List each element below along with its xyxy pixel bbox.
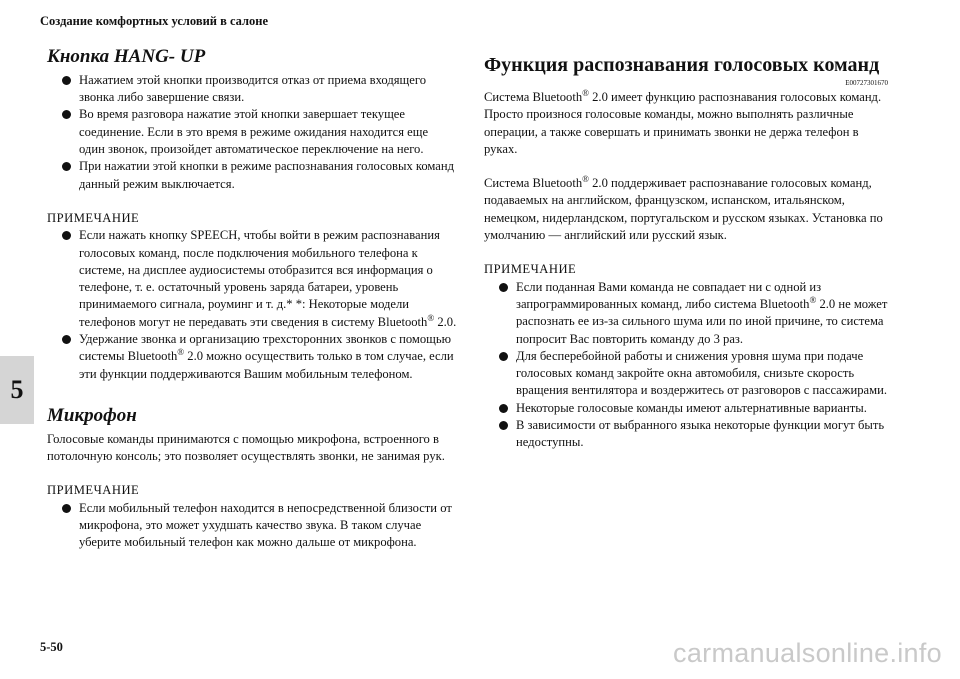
hangup-heading: Кнопка HANG- UP (47, 46, 206, 67)
bullet-icon (62, 335, 71, 344)
right-column (484, 46, 894, 452)
list-item (61, 227, 457, 331)
list-item-text: Если мобильный телефон находится в непосредственной близости от микрофона, это может ухудшать качество звука. В таком случае уберите мобильный телефон как можно дальше от микрофона. (79, 500, 452, 550)
note-list (47, 500, 457, 552)
chapter-number: 5 (10, 375, 24, 404)
list-item (61, 500, 457, 552)
registered-mark: ® (427, 312, 435, 323)
list-item-text: В зависимости от выбранного языка некоторые функции могут быть недоступны. (516, 418, 885, 450)
section-heading: Функция распознавания голосовых команд (484, 54, 880, 76)
list-item (498, 348, 894, 400)
list-item (498, 417, 894, 452)
note-label: ПРИМЕЧАНИЕ (47, 483, 140, 498)
list-item (61, 106, 457, 158)
page-header: Создание комфортных условий в салоне (40, 14, 269, 28)
bullet-icon (62, 110, 71, 119)
registered-mark: ® (582, 174, 589, 184)
list-item-text: Некоторые голосовые команды имеют альтернативные варианты. (516, 400, 867, 415)
left-column (47, 46, 457, 552)
bullet-icon (62, 76, 71, 85)
note-label: ПРИМЕЧАНИЕ (484, 262, 577, 277)
list-item (498, 400, 894, 417)
list-item-text: 2.0 не может распознать ее из-за сильного шума или по иной причине, то система попросит Вас повторить команду до 3 раз. (516, 296, 888, 346)
bullet-icon (499, 352, 508, 361)
list-item-text: Если нажать кнопку SPEECH, чтобы войти в режим распознавания голосовых команд, после подключения мобильного телефона к системе, на дисплее аудиосистемы отобразится вся информация о телефоне, т. е. остаточный уровень заряда батареи, уровень принимаемого сигнала, роуминг и т. д.* *: Некоторые модели телефонов могут не передавать эти сведения в систему Bluetooth (79, 228, 440, 329)
list-item-text: 2.0. (434, 314, 457, 329)
bullet-icon (62, 162, 71, 171)
watermark: carmanualsonline.info (673, 638, 942, 668)
hangup-list (47, 72, 457, 193)
paragraph (484, 175, 894, 244)
note-list (47, 227, 457, 383)
paragraph-text: Система Bluetooth (484, 90, 583, 104)
registered-mark: ® (582, 87, 589, 98)
bullet-icon (499, 421, 508, 430)
list-item-text: Во время разговора нажатие этой кнопки завершает текущее соединение. Если в это время в режиме ожидания находится еще один звонок, произойдет автоматическое переключение на него. (79, 107, 429, 157)
registered-mark: ® (177, 347, 185, 358)
paragraph-text: 2.0 поддерживает распознавание голосовых команд, подаваемых на английском, французском, испанском, итальянском, немецком, нидерландском, португальском и русском языках. Установка по умолчанию — английский или русский язык. (484, 176, 883, 243)
bullet-icon (499, 283, 508, 292)
bullet-icon (62, 504, 71, 513)
list-item-text: 2.0 можно осуществить только в том случае, если эти функции поддерживаются Вашим мобильным телефоном. (79, 349, 454, 381)
microphone-heading: Микрофон (47, 404, 137, 426)
list-item (61, 72, 457, 107)
list-item-text: Удержание звонка и организацию трехсторонних звонков с помощью системы Bluetooth (79, 332, 451, 364)
paragraph-text: Система Bluetooth (484, 176, 583, 191)
note-list (484, 279, 894, 452)
microphone-text: Голосовые команды принимаются с помощью микрофона, встроенного в потолочную консоль; это позволяет осуществлять звонки, не занимая рук. (47, 431, 445, 464)
list-item-text: Если поданная Вами команда не совпадает ни с одной из запрограммированных команд, либо система Bluetooth (516, 279, 822, 311)
list-item-text: Для бесперебойной работы и снижения уровня шума при подаче голосовых команд закройте окна автомобиля, снизьте скорость вращения вентилятора и воздержитесь от разговоров с пассажирами. (516, 348, 887, 398)
paragraph-text: 2.0 имеет функцию распознавания голосовых команд. Просто произнося голосовые команды, можно выполнять различные операции, а также совершать и принимать звонки не держа телефон в руках. (484, 90, 882, 156)
chapter-tab (0, 356, 34, 424)
bullet-icon (499, 404, 508, 413)
paragraph (484, 89, 894, 158)
note-label: ПРИМЕЧАНИЕ (47, 210, 140, 225)
page-number: 5-50 (40, 640, 63, 654)
list-item (61, 158, 457, 193)
registered-mark: ® (809, 294, 817, 305)
list-item-text: При нажатии этой кнопки в режиме распознавания голосовых команд данный режим выключается. (79, 159, 455, 191)
list-item (498, 279, 894, 348)
bullet-icon (62, 231, 71, 240)
section-code: E00727301670 (845, 79, 888, 87)
list-item-text: Нажатием этой кнопки производится отказ от приема входящего звонка либо завершение связи. (79, 72, 426, 105)
list-item (61, 331, 457, 383)
